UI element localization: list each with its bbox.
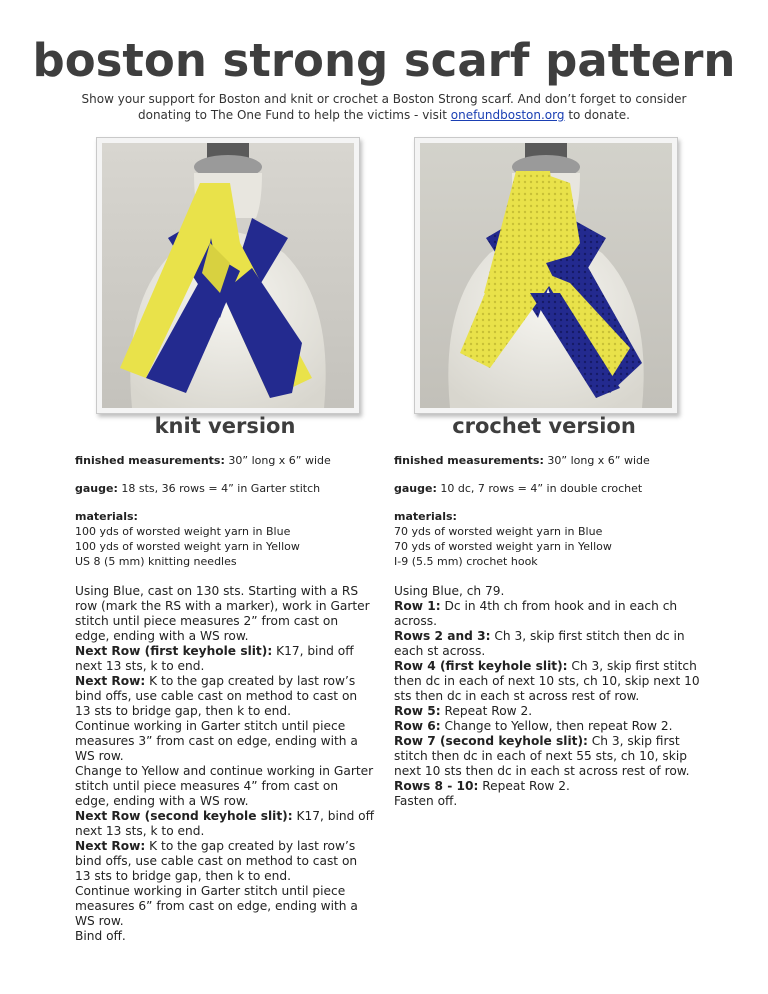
material-item: 70 yds of worsted weight yarn in Yellow (394, 540, 612, 553)
instruction-step: Next Row (first keyhole slit): K17, bind off next 13 sts, k to end. (75, 644, 354, 673)
material-item: I-9 (5.5 mm) crochet hook (394, 555, 538, 568)
instruction-step: Row 1: Dc in 4th ch from hook and in each ch across. (394, 599, 678, 628)
page-title: boston strong scarf pattern (32, 34, 736, 87)
intro-text: Show your support for Boston and knit or crochet a Boston Strong scarf. And don’t forget to consider donating to The One Fund to help the victims - visit (81, 92, 687, 122)
instruction-step: Continue working in Garter stitch until piece measures 3” from cast on edge, ending with a WS row. (75, 719, 358, 763)
crochet-scarf-photo (414, 137, 678, 414)
material-item: 100 yds of worsted weight yarn in Blue (75, 525, 291, 538)
instruction-step: Next Row: K to the gap created by last row’s bind offs, use cable cast on method to cast on 13 sts to bridge gap, then k to end. (75, 674, 358, 718)
instruction-step: Row 7 (second keyhole slit): Ch 3, skip first stitch then dc in each of next 55 sts, ch 10, skip next 10 sts then dc in each st across rest of row. (394, 734, 690, 778)
instruction-step: Using Blue, cast on 130 sts. Starting with a RS row (mark the RS with a marker), work in Garter stitch until piece measures 2” from cast on edge, ending with a WS row. (75, 584, 370, 643)
instruction-step: Bind off. (75, 929, 126, 943)
crochet-scarf-illustration (420, 143, 672, 408)
knit-pattern-column (75, 453, 375, 944)
crochet-instructions (394, 584, 704, 809)
material-item: US 8 (5 mm) knitting needles (75, 555, 237, 568)
instruction-step: Rows 2 and 3: Ch 3, skip first stitch then dc in each st across. (394, 629, 685, 658)
onefund-link[interactable]: onefundboston.org (450, 108, 565, 122)
intro-paragraph (80, 91, 688, 123)
instruction-step: Rows 8 - 10: Repeat Row 2. (394, 779, 570, 793)
instruction-step: Change to Yellow and continue working in Garter stitch until piece measures 4” from cast on edge, ending with a WS row. (75, 764, 374, 808)
knit-scarf-photo (96, 137, 360, 414)
material-item: 70 yds of worsted weight yarn in Blue (394, 525, 603, 538)
materials-list: materials: 70 yds of worsted weight yarn in Blue 70 yds of worsted weight yarn in Yellow I-9 (5.5 mm) crochet hook (394, 509, 704, 569)
finished-measurements: finished measurements: 30” long x 6” wide (394, 454, 650, 467)
instruction-step: Row 4 (first keyhole slit): Ch 3, skip first stitch then dc in each of next 10 sts, ch 10, skip next 10 sts then dc in each st across rest of row. (394, 659, 700, 703)
instruction-step: Continue working in Garter stitch until piece measures 6” from cast on edge, ending with a WS row. (75, 884, 358, 928)
instruction-step: Next Row (second keyhole slit): K17, bind off next 13 sts, k to end. (75, 809, 375, 838)
crochet-version-heading: crochet version (452, 414, 636, 438)
instruction-step: Fasten off. (394, 794, 458, 808)
instruction-step: Using Blue, ch 79. (394, 584, 505, 598)
knit-scarf-illustration (102, 143, 354, 408)
gauge: gauge: 10 dc, 7 rows = 4” in double crochet (394, 482, 643, 495)
instruction-step: Row 6: Change to Yellow, then repeat Row 2. (394, 719, 673, 733)
intro-text-end: to donate. (564, 108, 630, 122)
gauge: gauge: 18 sts, 36 rows = 4” in Garter stitch (75, 482, 321, 495)
material-item: 100 yds of worsted weight yarn in Yellow (75, 540, 300, 553)
materials-list: materials: 100 yds of worsted weight yarn in Blue 100 yds of worsted weight yarn in Yellow US 8 (5 mm) knitting needles (75, 509, 375, 569)
knit-instructions (75, 584, 375, 944)
crochet-pattern-column (394, 453, 704, 809)
finished-measurements: finished measurements: 30” long x 6” wide (75, 454, 331, 467)
knit-version-heading: knit version (154, 414, 296, 438)
instruction-step: Row 5: Repeat Row 2. (394, 704, 533, 718)
instruction-step: Next Row: K to the gap created by last row’s bind offs, use cable cast on method to cast on 13 sts to bridge gap, then k to end. (75, 839, 358, 883)
